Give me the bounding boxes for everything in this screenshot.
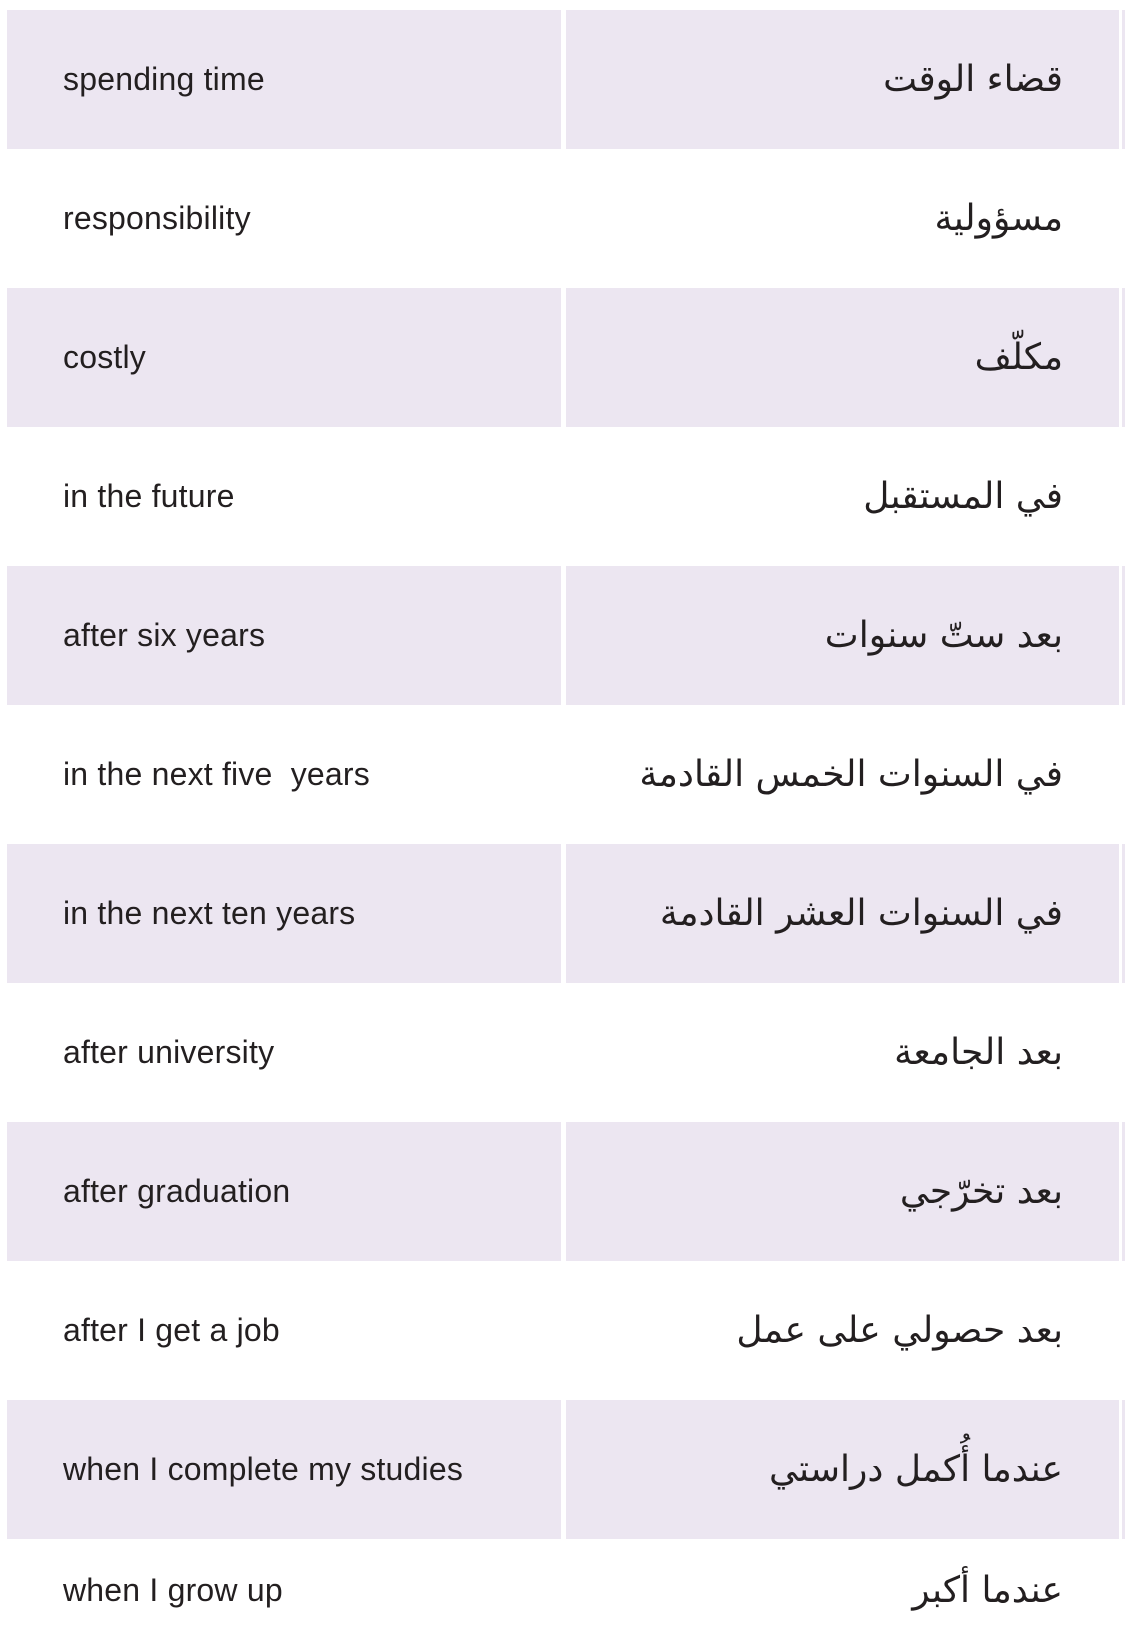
edge-strip	[1122, 1400, 1125, 1539]
edge-strip	[1122, 983, 1125, 1122]
table-row	[7, 705, 1125, 844]
english-term: after university	[63, 1034, 275, 1070]
english-term: responsibility	[63, 200, 251, 236]
english-term: in the next five years	[63, 756, 370, 792]
edge-strip	[1122, 705, 1125, 844]
edge-strip	[1122, 1539, 1125, 1631]
table-row	[7, 10, 1125, 149]
edge-strip	[1122, 566, 1125, 705]
english-term: spending time	[7, 10, 561, 149]
edge-strip	[1122, 1122, 1125, 1261]
table-row	[7, 566, 1125, 705]
arabic-term: بعد الجامعة	[894, 1032, 1063, 1073]
edge-strip	[1122, 288, 1125, 427]
table-row	[7, 1539, 1125, 1631]
table-row	[7, 288, 1125, 427]
english-term: in the future	[63, 478, 235, 514]
arabic-term: مسؤولية	[934, 198, 1063, 239]
edge-strip	[1122, 10, 1125, 149]
english-term: after I get a job	[63, 1312, 280, 1348]
arabic-term: بعد حصولي على عمل	[736, 1310, 1063, 1351]
arabic-term: في السنوات الخمس القادمة	[639, 754, 1063, 795]
english-term: when I grow up	[63, 1571, 283, 1608]
english-term: costly	[7, 288, 561, 427]
english-term: after six years	[7, 566, 561, 705]
edge-strip	[1122, 149, 1125, 288]
arabic-term: بعد تخرّجي	[566, 1122, 1120, 1261]
arabic-term: عندما أُكمل دراستي	[566, 1400, 1120, 1539]
arabic-term: في السنوات العشر القادمة	[566, 844, 1120, 983]
arabic-term: قضاء الوقت	[566, 10, 1120, 149]
english-term: after graduation	[7, 1122, 561, 1261]
table-row	[7, 427, 1125, 566]
arabic-term: بعد ستّ سنوات	[566, 566, 1120, 705]
table-row	[7, 844, 1125, 983]
arabic-term: في المستقبل	[863, 476, 1063, 517]
table-row	[7, 1122, 1125, 1261]
english-term: in the next ten years	[7, 844, 561, 983]
table-row	[7, 149, 1125, 288]
arabic-term: عندما أكبر	[912, 1569, 1063, 1611]
table-row	[7, 1400, 1125, 1539]
vocabulary-table	[7, 10, 1125, 1631]
table-row	[7, 1261, 1125, 1400]
english-term: when I complete my studies	[7, 1400, 561, 1539]
arabic-term: مكلّف	[566, 288, 1120, 427]
edge-strip	[1122, 427, 1125, 566]
edge-strip	[1122, 844, 1125, 983]
edge-strip	[1122, 1261, 1125, 1400]
table-row	[7, 983, 1125, 1122]
